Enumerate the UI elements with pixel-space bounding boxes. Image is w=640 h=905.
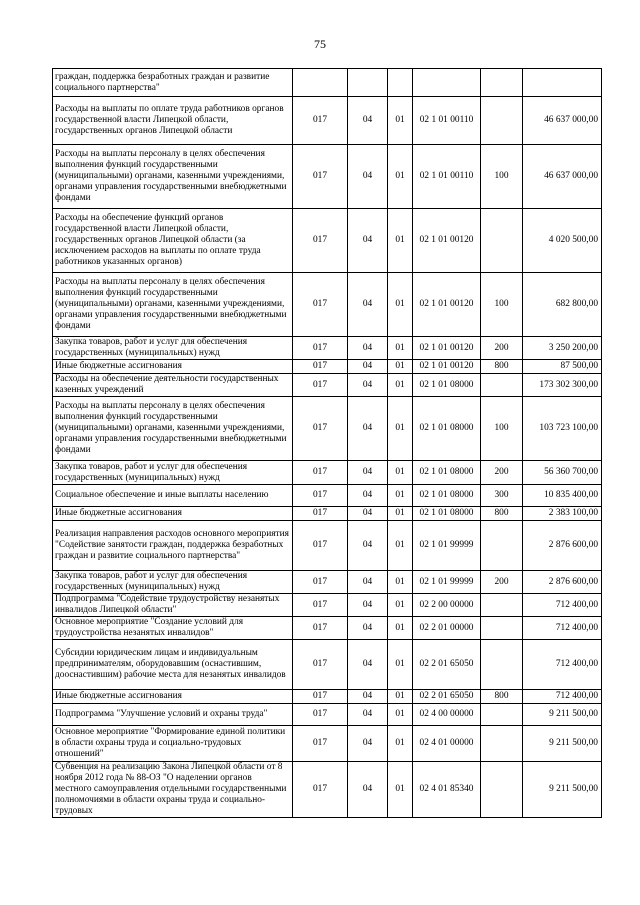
expense-type: 200 [481, 571, 523, 594]
section-code: 04 [348, 485, 388, 507]
ministry-code: 017 [293, 690, 348, 704]
table-row [53, 397, 602, 461]
expense-type [481, 762, 523, 818]
target-article [413, 69, 481, 97]
page-number: 75 [314, 37, 326, 51]
target-article: 02 1 01 08000 [413, 485, 481, 507]
table-row [53, 145, 602, 209]
subsection-code: 01 [388, 374, 413, 397]
expense-type: 100 [481, 397, 523, 461]
section-code: 04 [348, 273, 388, 337]
ministry-code: 017 [293, 485, 348, 507]
target-article: 02 1 01 00110 [413, 145, 481, 209]
table-row [53, 704, 602, 726]
table-row [53, 594, 602, 617]
target-article: 02 1 01 99999 [413, 571, 481, 594]
amount: 87 500,00 [523, 360, 602, 374]
row-name: Подпрограмма "Улучшение условий и охраны труда" [53, 704, 293, 726]
expense-type [481, 69, 523, 97]
section-code: 04 [348, 337, 388, 360]
amount: 712 400,00 [523, 640, 602, 690]
expense-type: 200 [481, 461, 523, 485]
expense-type: 200 [481, 337, 523, 360]
section-code: 04 [348, 374, 388, 397]
section-code: 04 [348, 97, 388, 145]
expense-type [481, 704, 523, 726]
amount [523, 69, 602, 97]
section-code: 04 [348, 397, 388, 461]
table-row [53, 571, 602, 594]
expense-type [481, 726, 523, 762]
row-name: Расходы на выплаты по оплате труда работников органов государственной власти Липецкой области, государственных органов Липецкой области [53, 97, 293, 145]
target-article: 02 4 01 00000 [413, 726, 481, 762]
section-code: 04 [348, 690, 388, 704]
target-article: 02 1 01 08000 [413, 374, 481, 397]
ministry-code: 017 [293, 360, 348, 374]
section-code: 04 [348, 145, 388, 209]
subsection-code: 01 [388, 97, 413, 145]
row-name: Закупка товаров, работ и услуг для обеспечения государственных (муниципальных) нужд [53, 337, 293, 360]
target-article: 02 2 01 65050 [413, 690, 481, 704]
amount: 9 211 500,00 [523, 704, 602, 726]
table-row [53, 97, 602, 145]
ministry-code: 017 [293, 337, 348, 360]
row-name: Расходы на выплаты персоналу в целях обеспечения выполнения функций государственными (муниципальными) органами, казенными учреждениями, органами управления государственными внебюджетными фондами [53, 145, 293, 209]
amount: 682 800,00 [523, 273, 602, 337]
amount: 173 302 300,00 [523, 374, 602, 397]
subsection-code: 01 [388, 397, 413, 461]
section-code: 04 [348, 461, 388, 485]
row-name: Основное мероприятие "Создание условий для трудоустройства незанятых инвалидов" [53, 617, 293, 640]
subsection-code: 01 [388, 337, 413, 360]
expense-type: 100 [481, 273, 523, 337]
table-row [53, 690, 602, 704]
amount: 2 383 100,00 [523, 507, 602, 521]
subsection-code: 01 [388, 594, 413, 617]
row-name: Подпрограмма "Содействие трудоустройству незанятых инвалидов Липецкой области" [53, 594, 293, 617]
expense-type: 800 [481, 690, 523, 704]
target-article: 02 2 00 00000 [413, 594, 481, 617]
ministry-code: 017 [293, 571, 348, 594]
amount: 712 400,00 [523, 594, 602, 617]
expense-type: 800 [481, 507, 523, 521]
subsection-code [388, 69, 413, 97]
section-code: 04 [348, 762, 388, 818]
subsection-code: 01 [388, 640, 413, 690]
section-code: 04 [348, 726, 388, 762]
row-name: Иные бюджетные ассигнования [53, 507, 293, 521]
table-row [53, 507, 602, 521]
row-name: Субвенция на реализацию Закона Липецкой области от 8 ноября 2012 года № 88-ОЗ "О наделении органов местного самоуправления отдельными государственными полномочиями в области охраны труда и социально-трудовых [53, 762, 293, 818]
expense-type [481, 521, 523, 571]
expense-type: 800 [481, 360, 523, 374]
section-code: 04 [348, 360, 388, 374]
target-article: 02 1 01 99999 [413, 521, 481, 571]
row-name: Расходы на выплаты персоналу в целях обеспечения выполнения функций государственными (муниципальными) органами, казенными учреждениями, органами управления государственными внебюджетными фондами [53, 397, 293, 461]
amount: 46 637 000,00 [523, 97, 602, 145]
row-name: Субсидии юридическим лицам и индивидуальным предпринимателям, оборудовавшим (оснастившим, дооснастившим) рабочие места для незанятых инвалидов [53, 640, 293, 690]
row-name: Иные бюджетные ассигнования [53, 360, 293, 374]
ministry-code: 017 [293, 594, 348, 617]
subsection-code: 01 [388, 690, 413, 704]
ministry-code: 017 [293, 640, 348, 690]
amount: 712 400,00 [523, 690, 602, 704]
target-article: 02 1 01 00120 [413, 273, 481, 337]
row-name: Иные бюджетные ассигнования [53, 690, 293, 704]
amount: 46 637 000,00 [523, 145, 602, 209]
subsection-code: 01 [388, 762, 413, 818]
section-code: 04 [348, 617, 388, 640]
row-name: Закупка товаров, работ и услуг для обеспечения государственных (муниципальных) нужд [53, 461, 293, 485]
target-article: 02 4 00 00000 [413, 704, 481, 726]
subsection-code: 01 [388, 571, 413, 594]
section-code: 04 [348, 209, 388, 273]
row-name: Социальное обеспечение и иные выплаты населению [53, 485, 293, 507]
row-name: Расходы на выплаты персоналу в целях обеспечения выполнения функций государственными (муниципальными) органами, казенными учреждениями, органами управления государственными внебюджетными фондами [53, 273, 293, 337]
amount: 10 835 400,00 [523, 485, 602, 507]
amount: 56 360 700,00 [523, 461, 602, 485]
ministry-code: 017 [293, 145, 348, 209]
table-row [53, 69, 602, 97]
subsection-code: 01 [388, 360, 413, 374]
subsection-code: 01 [388, 273, 413, 337]
budget-table [52, 68, 602, 818]
subsection-code: 01 [388, 145, 413, 209]
amount: 9 211 500,00 [523, 726, 602, 762]
subsection-code: 01 [388, 704, 413, 726]
target-article: 02 1 01 08000 [413, 397, 481, 461]
target-article: 02 1 01 08000 [413, 461, 481, 485]
section-code [348, 69, 388, 97]
table-row [53, 617, 602, 640]
subsection-code: 01 [388, 617, 413, 640]
ministry-code [293, 69, 348, 97]
section-code: 04 [348, 507, 388, 521]
target-article: 02 1 01 00120 [413, 337, 481, 360]
subsection-code: 01 [388, 209, 413, 273]
ministry-code: 017 [293, 374, 348, 397]
row-name: Закупка товаров, работ и услуг для обеспечения государственных (муниципальных) нужд [53, 571, 293, 594]
ministry-code: 017 [293, 617, 348, 640]
table-row [53, 762, 602, 818]
table-row [53, 273, 602, 337]
subsection-code: 01 [388, 521, 413, 571]
ministry-code: 017 [293, 507, 348, 521]
section-code: 04 [348, 521, 388, 571]
target-article: 02 2 01 65050 [413, 640, 481, 690]
amount: 103 723 100,00 [523, 397, 602, 461]
table-row [53, 337, 602, 360]
expense-type [481, 374, 523, 397]
row-name: Расходы на обеспечение деятельности государственных казенных учреждений [53, 374, 293, 397]
ministry-code: 017 [293, 209, 348, 273]
amount: 712 400,00 [523, 617, 602, 640]
ministry-code: 017 [293, 521, 348, 571]
expense-type: 100 [481, 145, 523, 209]
target-article: 02 1 01 00120 [413, 209, 481, 273]
row-name: Расходы на обеспечение функций органов государственной власти Липецкой области, государственных органов Липецкой области (за исключением расходов на выплаты по оплате труда работников указанных органов) [53, 209, 293, 273]
ministry-code: 017 [293, 461, 348, 485]
table-row [53, 209, 602, 273]
ministry-code: 017 [293, 704, 348, 726]
subsection-code: 01 [388, 507, 413, 521]
expense-type [481, 209, 523, 273]
target-article: 02 4 01 85340 [413, 762, 481, 818]
table-row [53, 521, 602, 571]
section-code: 04 [348, 640, 388, 690]
section-code: 04 [348, 704, 388, 726]
expense-type [481, 640, 523, 690]
amount: 3 250 200,00 [523, 337, 602, 360]
ministry-code: 017 [293, 726, 348, 762]
subsection-code: 01 [388, 726, 413, 762]
ministry-code: 017 [293, 97, 348, 145]
table-row [53, 461, 602, 485]
expense-type [481, 617, 523, 640]
target-article: 02 1 01 08000 [413, 507, 481, 521]
expense-type [481, 594, 523, 617]
amount: 2 876 600,00 [523, 571, 602, 594]
ministry-code: 017 [293, 273, 348, 337]
ministry-code: 017 [293, 397, 348, 461]
amount: 9 211 500,00 [523, 762, 602, 818]
row-name: граждан, поддержка безработных граждан и развитие социального партнерства" [53, 69, 293, 97]
amount: 2 876 600,00 [523, 521, 602, 571]
target-article: 02 1 01 00120 [413, 360, 481, 374]
target-article: 02 2 01 00000 [413, 617, 481, 640]
subsection-code: 01 [388, 461, 413, 485]
section-code: 04 [348, 594, 388, 617]
subsection-code: 01 [388, 485, 413, 507]
expense-type: 300 [481, 485, 523, 507]
section-code: 04 [348, 571, 388, 594]
table-row [53, 374, 602, 397]
target-article: 02 1 01 00110 [413, 97, 481, 145]
table-row [53, 360, 602, 374]
ministry-code: 017 [293, 762, 348, 818]
table-row [53, 640, 602, 690]
amount: 4 020 500,00 [523, 209, 602, 273]
expense-type [481, 97, 523, 145]
table-row [53, 485, 602, 507]
table-row [53, 726, 602, 762]
row-name: Реализация направления расходов основного мероприятия "Содействие занятости граждан, поддержка безработных граждан и развитие социального партнерства" [53, 521, 293, 571]
row-name: Основное мероприятие "Формирование единой политики в области охраны труда и социально-трудовых отношений" [53, 726, 293, 762]
